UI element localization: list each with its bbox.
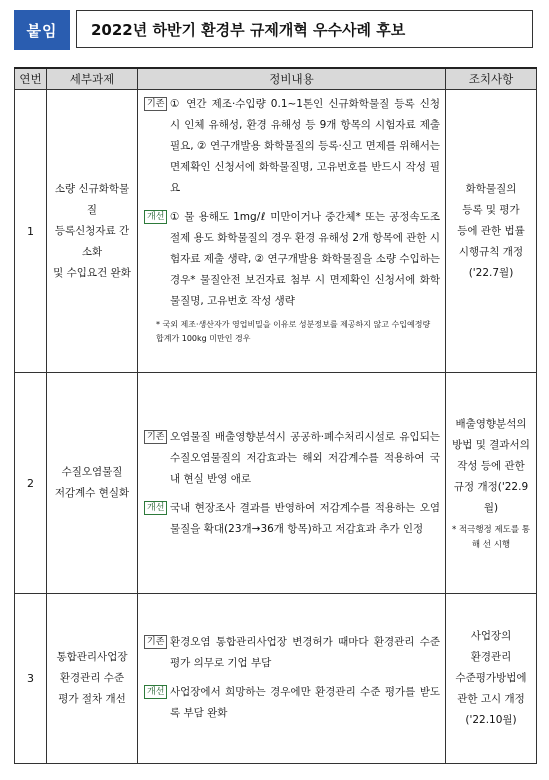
- task-line: 환경관리 수준: [59, 671, 125, 684]
- detail-cell: [138, 90, 446, 373]
- task-cell: [47, 90, 138, 373]
- action-cell: [446, 373, 537, 593]
- header-action: 조치사항: [446, 68, 537, 90]
- action-line: 사업장의: [470, 629, 512, 642]
- existing-text: 환경오염 통합관리사업장 변경허가 때마다 환경관리 수준평가 의무로 기업 부담: [170, 636, 440, 670]
- task-cell: [47, 373, 138, 593]
- page-header: [14, 10, 535, 50]
- improved-text: 사업장에서 희망하는 경우에만 환경관리 수준 평가를 받도록 부담 완화: [170, 686, 440, 720]
- header-detail: 정비내용: [138, 68, 446, 90]
- footnote: * 국외 제조·생산자가 영업비밀을 이유로 성분정보를 제공하지 않고 수입예정량 합계가 100kg 미만인 경우: [156, 320, 431, 344]
- attachment-badge: 붙임: [14, 10, 70, 50]
- task-cell: [47, 593, 138, 763]
- action-line: 관한 고시 개정: [457, 692, 525, 705]
- improved-text: 국내 현장조사 결과를 반영하여 저감계수를 적용하는 오염물질을 확대(23개→36개 항목)하고 저감효과 추가 인정: [170, 501, 440, 535]
- action-line: ('22.10월): [465, 713, 517, 726]
- improved-paragraph: [144, 682, 440, 724]
- improved-tag: 개선: [144, 210, 167, 224]
- action-line: 환경관리: [470, 650, 512, 663]
- existing-text: ① 연간 제조·수입량 0.1~1톤인 신규화학물질 등록 신청 시 인체 유해성, 환경 유해성 등 9개 항목의 시험자료 제출 필요, ② 연구개발용 화학물질의 등록·신고 면제를 위해서는 면제확인 신청서에 화학물질명, 고유번호를 반드시 작성 필요: [170, 98, 440, 195]
- header-no: 연번: [15, 68, 47, 90]
- task-line: 등록신청자료 간소화: [54, 224, 130, 258]
- row-number: 3: [15, 593, 47, 763]
- detail-cell: [138, 593, 446, 763]
- improved-paragraph: [144, 207, 440, 312]
- existing-paragraph: [144, 94, 440, 199]
- document-title: 2022년 하반기 환경부 규제개혁 우수사례 후보: [76, 10, 533, 48]
- row-number: 2: [15, 373, 47, 593]
- detail-cell: [138, 373, 446, 593]
- existing-tag: 기존: [144, 97, 167, 111]
- action-line: 등록 및 평가: [462, 203, 520, 216]
- existing-paragraph: [144, 632, 440, 674]
- action-line: 시행규칙 개정: [458, 245, 524, 258]
- table-row: [15, 373, 537, 593]
- action-line: 작성 등에 관한: [457, 459, 525, 472]
- action-line: 방법 및 결과서의: [452, 438, 530, 451]
- action-note: * 적극행정 제도를 통해 선 시행: [451, 524, 531, 550]
- improved-text: ① 물 용해도 1mg/ℓ 미만이거나 중간체* 또는 공정속도조절제 용도 화학물질의 경우 환경 유해성 2개 항목에 관한 시험자료 제출 생략, ② 연구개발용 화학물질을 소량 수입하는 경우* 물질안전 보건자료 첨부 시 면제확인 신청서에 화학물질명, 고유번호 작성 생략: [170, 211, 441, 308]
- table-header-row: [15, 68, 537, 90]
- action-line: 배출영향분석의: [455, 417, 527, 430]
- header-task: 세부과제: [47, 68, 138, 90]
- task-line: 소량 신규화학물질: [54, 182, 130, 216]
- existing-tag: 기존: [144, 430, 167, 444]
- table-row: [15, 593, 537, 763]
- task-line: 평가 절차 개선: [58, 692, 126, 705]
- improved-tag: 개선: [144, 501, 167, 515]
- action-cell: [446, 593, 537, 763]
- improved-paragraph: [144, 498, 440, 540]
- regulation-table: [14, 67, 537, 764]
- task-line: 통합관리사업장: [56, 650, 128, 663]
- improved-tag: 개선: [144, 685, 167, 699]
- action-line: 수준평가방법에: [455, 671, 527, 684]
- existing-text: 오염물질 배출영향분석시 공공하·폐수처리시설로 유입되는 수질오염물질의 저감효과는 해외 저감계수를 적용하여 국내 현실 반영 애로: [170, 430, 440, 485]
- action-cell: [446, 90, 537, 373]
- table-row: [15, 90, 537, 373]
- task-line: 저감계수 현실화: [54, 487, 130, 500]
- action-line: ('22.7월): [468, 266, 514, 279]
- action-line: 규정 개정('22.9월): [453, 480, 529, 514]
- action-line: 등에 관한 법률: [457, 224, 525, 237]
- task-line: 수질오염물질: [61, 466, 123, 479]
- action-line: 화학물질의: [465, 182, 517, 195]
- task-line: 및 수입요건 완화: [53, 266, 131, 279]
- existing-tag: 기존: [144, 635, 167, 649]
- row-number: 1: [15, 90, 47, 373]
- existing-paragraph: [144, 427, 440, 490]
